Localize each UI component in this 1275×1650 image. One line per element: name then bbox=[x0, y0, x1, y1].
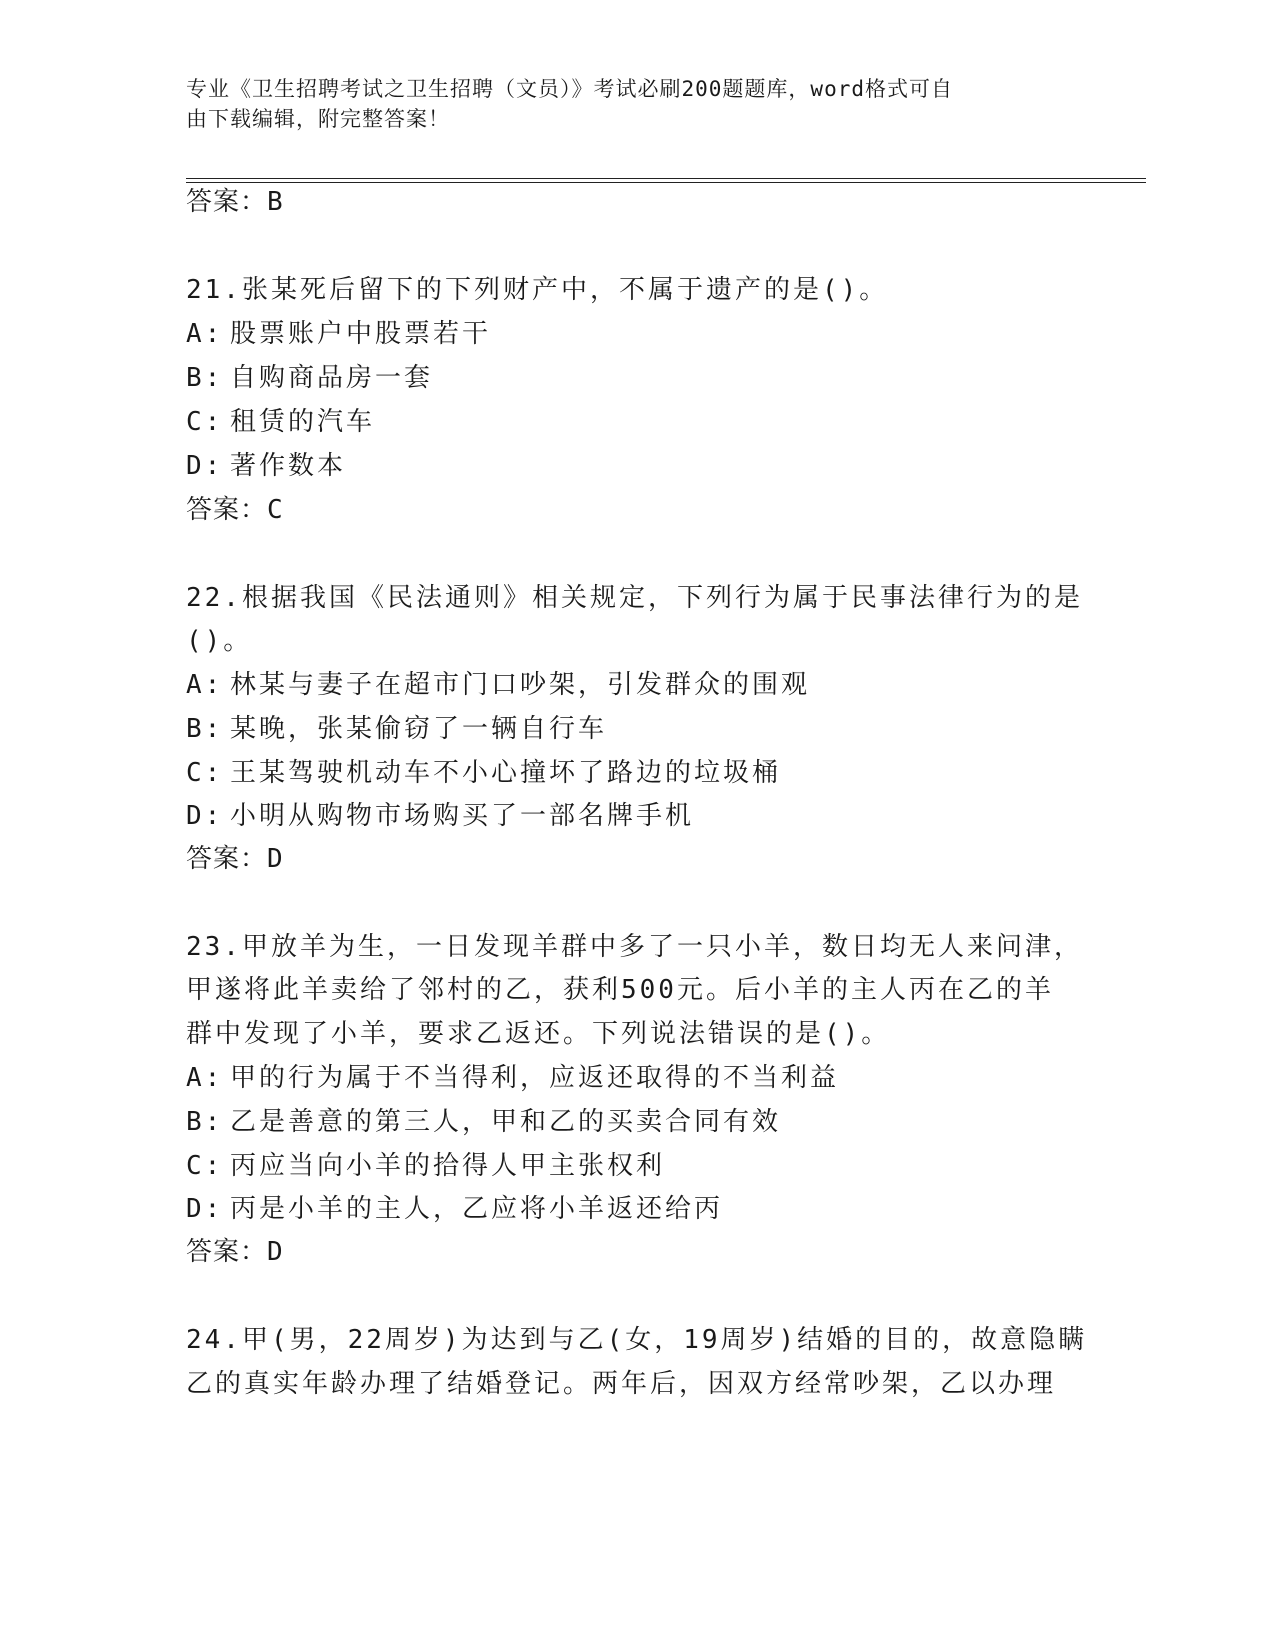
header-line-1: 专业《卫生招聘考试之卫生招聘（文员）》考试必刷200题题库，word格式可自 bbox=[186, 77, 953, 101]
question-23-option-a bbox=[186, 1062, 839, 1094]
answer-label: 答案： bbox=[186, 844, 268, 874]
option-letter: A: bbox=[186, 319, 224, 349]
question-23-option-c bbox=[186, 1150, 665, 1182]
answer-label: 答案： bbox=[186, 1237, 268, 1267]
option-text: 丙是小羊的主人，乙应将小羊返还给丙 bbox=[230, 1194, 724, 1224]
option-letter: B: bbox=[186, 714, 224, 744]
answer-line bbox=[186, 1236, 283, 1268]
option-text: 某晚，张某偷窃了一辆自行车 bbox=[230, 714, 608, 744]
answer-label: 答案： bbox=[186, 187, 268, 217]
question-24-stem: 24.甲(男，22周岁)为达到与乙(女，19周岁)结婚的目的，故意隐瞒 bbox=[186, 1325, 1088, 1355]
question-24-stem-cont: 乙的真实年龄办理了结婚登记。两年后，因双方经常吵架，乙以办理 bbox=[186, 1369, 1057, 1399]
answer-line bbox=[186, 186, 283, 218]
answer-value: D bbox=[267, 844, 283, 874]
option-letter: A: bbox=[186, 1063, 224, 1093]
option-letter: D: bbox=[186, 801, 224, 831]
question-23-stem: 23.甲放羊为生，一日发现羊群中多了一只小羊，数日均无人来问津， bbox=[186, 932, 1083, 962]
question-23-stem-cont-2: 群中发现了小羊，要求乙返还。下列说法错误的是()。 bbox=[186, 1019, 891, 1049]
question-23-option-d bbox=[186, 1193, 723, 1225]
header-divider-bottom bbox=[186, 182, 1146, 183]
question-22-option-b bbox=[186, 713, 607, 745]
option-letter: C: bbox=[186, 1151, 224, 1181]
answer-line bbox=[186, 843, 283, 875]
option-text: 股票账户中股票若干 bbox=[230, 319, 492, 349]
option-text: 自购商品房一套 bbox=[230, 363, 434, 393]
answer-label: 答案： bbox=[186, 495, 268, 525]
question-22-stem-cont: ()。 bbox=[186, 626, 253, 656]
question-23-stem-cont-1: 甲遂将此羊卖给了邻村的乙，获利500元。后小羊的主人丙在乙的羊 bbox=[186, 975, 1054, 1005]
option-text: 著作数本 bbox=[230, 451, 347, 481]
question-21-stem: 21.张某死后留下的下列财产中，不属于遗产的是()。 bbox=[186, 275, 889, 305]
question-22-stem: 22.根据我国《民法通则》相关规定，下列行为属于民事法律行为的是 bbox=[186, 583, 1083, 613]
option-letter: D: bbox=[186, 1194, 224, 1224]
option-text: 乙是善意的第三人，甲和乙的买卖合同有效 bbox=[230, 1107, 782, 1137]
option-letter: B: bbox=[186, 1107, 224, 1137]
answer-line bbox=[186, 494, 283, 526]
document-header bbox=[186, 74, 1066, 134]
answer-value: C bbox=[267, 495, 283, 525]
option-letter: D: bbox=[186, 451, 224, 481]
option-text: 租赁的汽车 bbox=[230, 407, 376, 437]
option-letter: C: bbox=[186, 407, 224, 437]
header-line-2: 由下载编辑，附完整答案！ bbox=[186, 107, 450, 131]
question-22-option-d bbox=[186, 800, 694, 832]
question-21-option-b bbox=[186, 362, 433, 394]
option-letter: A: bbox=[186, 670, 224, 700]
answer-value: D bbox=[267, 1237, 283, 1267]
question-21-option-a bbox=[186, 318, 491, 350]
question-21-option-d bbox=[186, 450, 346, 482]
question-21-option-c bbox=[186, 406, 375, 438]
question-22-option-c bbox=[186, 757, 781, 789]
header-divider-top bbox=[186, 178, 1146, 179]
option-text: 丙应当向小羊的拾得人甲主张权利 bbox=[230, 1151, 666, 1181]
answer-value: B bbox=[267, 187, 283, 217]
option-text: 甲的行为属于不当得利，应返还取得的不当利益 bbox=[230, 1063, 840, 1093]
question-22-option-a bbox=[186, 669, 810, 701]
option-text: 王某驾驶机动车不小心撞坏了路边的垃圾桶 bbox=[230, 758, 782, 788]
option-text: 林某与妻子在超市门口吵架，引发群众的围观 bbox=[230, 670, 811, 700]
option-text: 小明从购物市场购买了一部名牌手机 bbox=[230, 801, 695, 831]
option-letter: C: bbox=[186, 758, 224, 788]
question-23-option-b bbox=[186, 1106, 781, 1138]
option-letter: B: bbox=[186, 363, 224, 393]
